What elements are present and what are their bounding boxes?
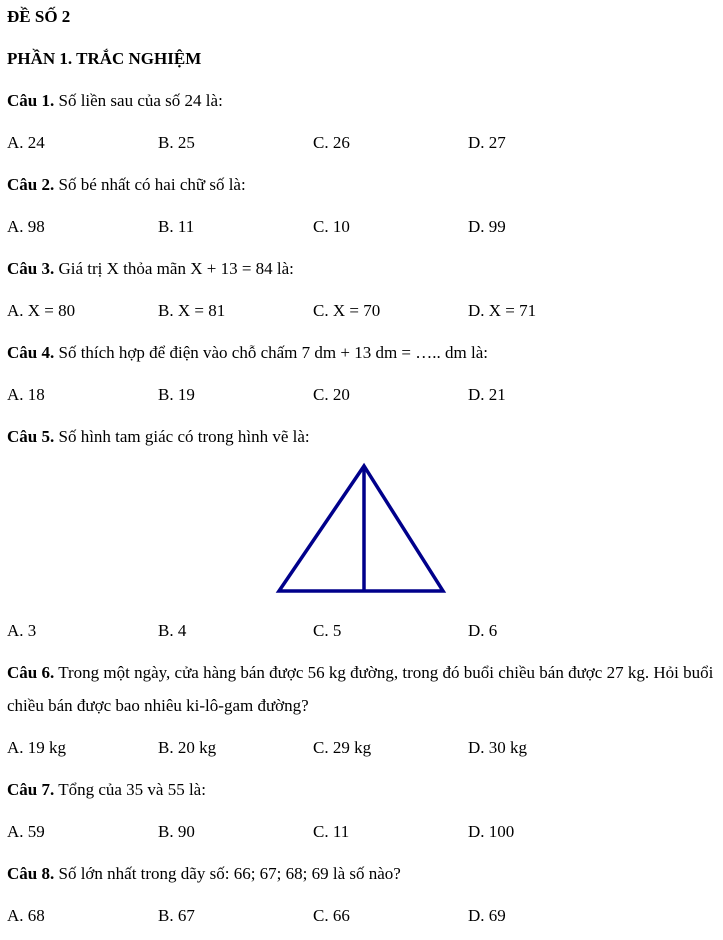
- option-d: D. 69: [468, 906, 506, 925]
- option-c: C. X = 70: [313, 301, 381, 320]
- question-4-text: Số thích hợp để điện vào chỗ chấm 7 dm + 13 dm = ….. dm là:: [58, 343, 488, 362]
- question-6-options: [7, 731, 716, 764]
- option-a: A. 18: [7, 385, 45, 404]
- question-7-options: [7, 815, 716, 848]
- question-1: [7, 84, 716, 117]
- question-5-options: [7, 614, 716, 647]
- option-c: C. 26: [313, 133, 350, 152]
- page-title: ĐỀ SỐ 2: [7, 7, 71, 26]
- question-3-options: [7, 294, 716, 327]
- question-5: [7, 420, 716, 453]
- question-3-text: Giá trị X thỏa mãn X + 13 = 84 là:: [58, 259, 294, 278]
- section-heading: PHẦN 1. TRẮC NGHIỆM: [7, 49, 202, 68]
- question-1-options: [7, 126, 716, 159]
- question-4: [7, 336, 716, 369]
- question-6-text: Trong một ngày, cửa hàng bán được 56 kg đường, trong đó buổi chiều bán được 27 kg. Hỏi buổi chiều bán được bao nhiêu ki-lô-gam đường?: [7, 663, 714, 715]
- question-4-options: [7, 378, 716, 411]
- option-d: D. 99: [468, 217, 506, 236]
- question-2-text: Số bé nhất có hai chữ số là:: [58, 175, 246, 194]
- option-a: A. 59: [7, 822, 45, 841]
- question-7-label: Câu 7.: [7, 780, 55, 799]
- option-a: A. 68: [7, 906, 45, 925]
- question-8-options: [7, 899, 716, 932]
- question-2: [7, 168, 716, 201]
- question-8: [7, 857, 716, 890]
- option-a: A. X = 80: [7, 301, 76, 320]
- question-5-figure: [7, 462, 716, 605]
- option-b: B. 4: [158, 621, 187, 640]
- option-b: B. X = 81: [158, 301, 226, 320]
- option-a: A. 19 kg: [7, 738, 67, 757]
- option-b: B. 25: [158, 133, 195, 152]
- question-8-text: Số lớn nhất trong dãy số: 66; 67; 68; 69 là số nào?: [58, 864, 401, 883]
- question-1-label: Câu 1.: [7, 91, 55, 110]
- question-3: [7, 252, 716, 285]
- option-c: C. 5: [313, 621, 342, 640]
- option-b: B. 19: [158, 385, 195, 404]
- option-d: D. 30 kg: [468, 738, 528, 757]
- option-c: C. 11: [313, 822, 350, 841]
- option-a: A. 3: [7, 621, 37, 640]
- option-c: C. 29 kg: [313, 738, 372, 757]
- option-c: C. 20: [313, 385, 350, 404]
- option-b: B. 20 kg: [158, 738, 217, 757]
- option-c: C. 10: [313, 217, 350, 236]
- question-7-text: Tổng của 35 và 55 là:: [58, 780, 206, 799]
- option-b: B. 11: [158, 217, 195, 236]
- question-6-label: Câu 6.: [7, 663, 55, 682]
- question-5-text: Số hình tam giác có trong hình vẽ là:: [58, 427, 310, 446]
- option-b: B. 67: [158, 906, 195, 925]
- option-a: A. 98: [7, 217, 45, 236]
- question-3-label: Câu 3.: [7, 259, 55, 278]
- option-b: B. 90: [158, 822, 195, 841]
- question-4-label: Câu 4.: [7, 343, 55, 362]
- option-c: C. 66: [313, 906, 350, 925]
- triangle-diagram: [273, 462, 453, 598]
- question-8-label: Câu 8.: [7, 864, 55, 883]
- option-d: D. 100: [468, 822, 515, 841]
- option-a: A. 24: [7, 133, 45, 152]
- question-1-text: Số liền sau của số 24 là:: [58, 91, 223, 110]
- question-2-options: [7, 210, 716, 243]
- option-d: D. X = 71: [468, 301, 537, 320]
- question-7: [7, 773, 716, 806]
- question-6: [7, 656, 716, 722]
- question-2-label: Câu 2.: [7, 175, 55, 194]
- option-d: D. 27: [468, 133, 506, 152]
- option-d: D. 6: [468, 621, 498, 640]
- question-5-label: Câu 5.: [7, 427, 55, 446]
- option-d: D. 21: [468, 385, 506, 404]
